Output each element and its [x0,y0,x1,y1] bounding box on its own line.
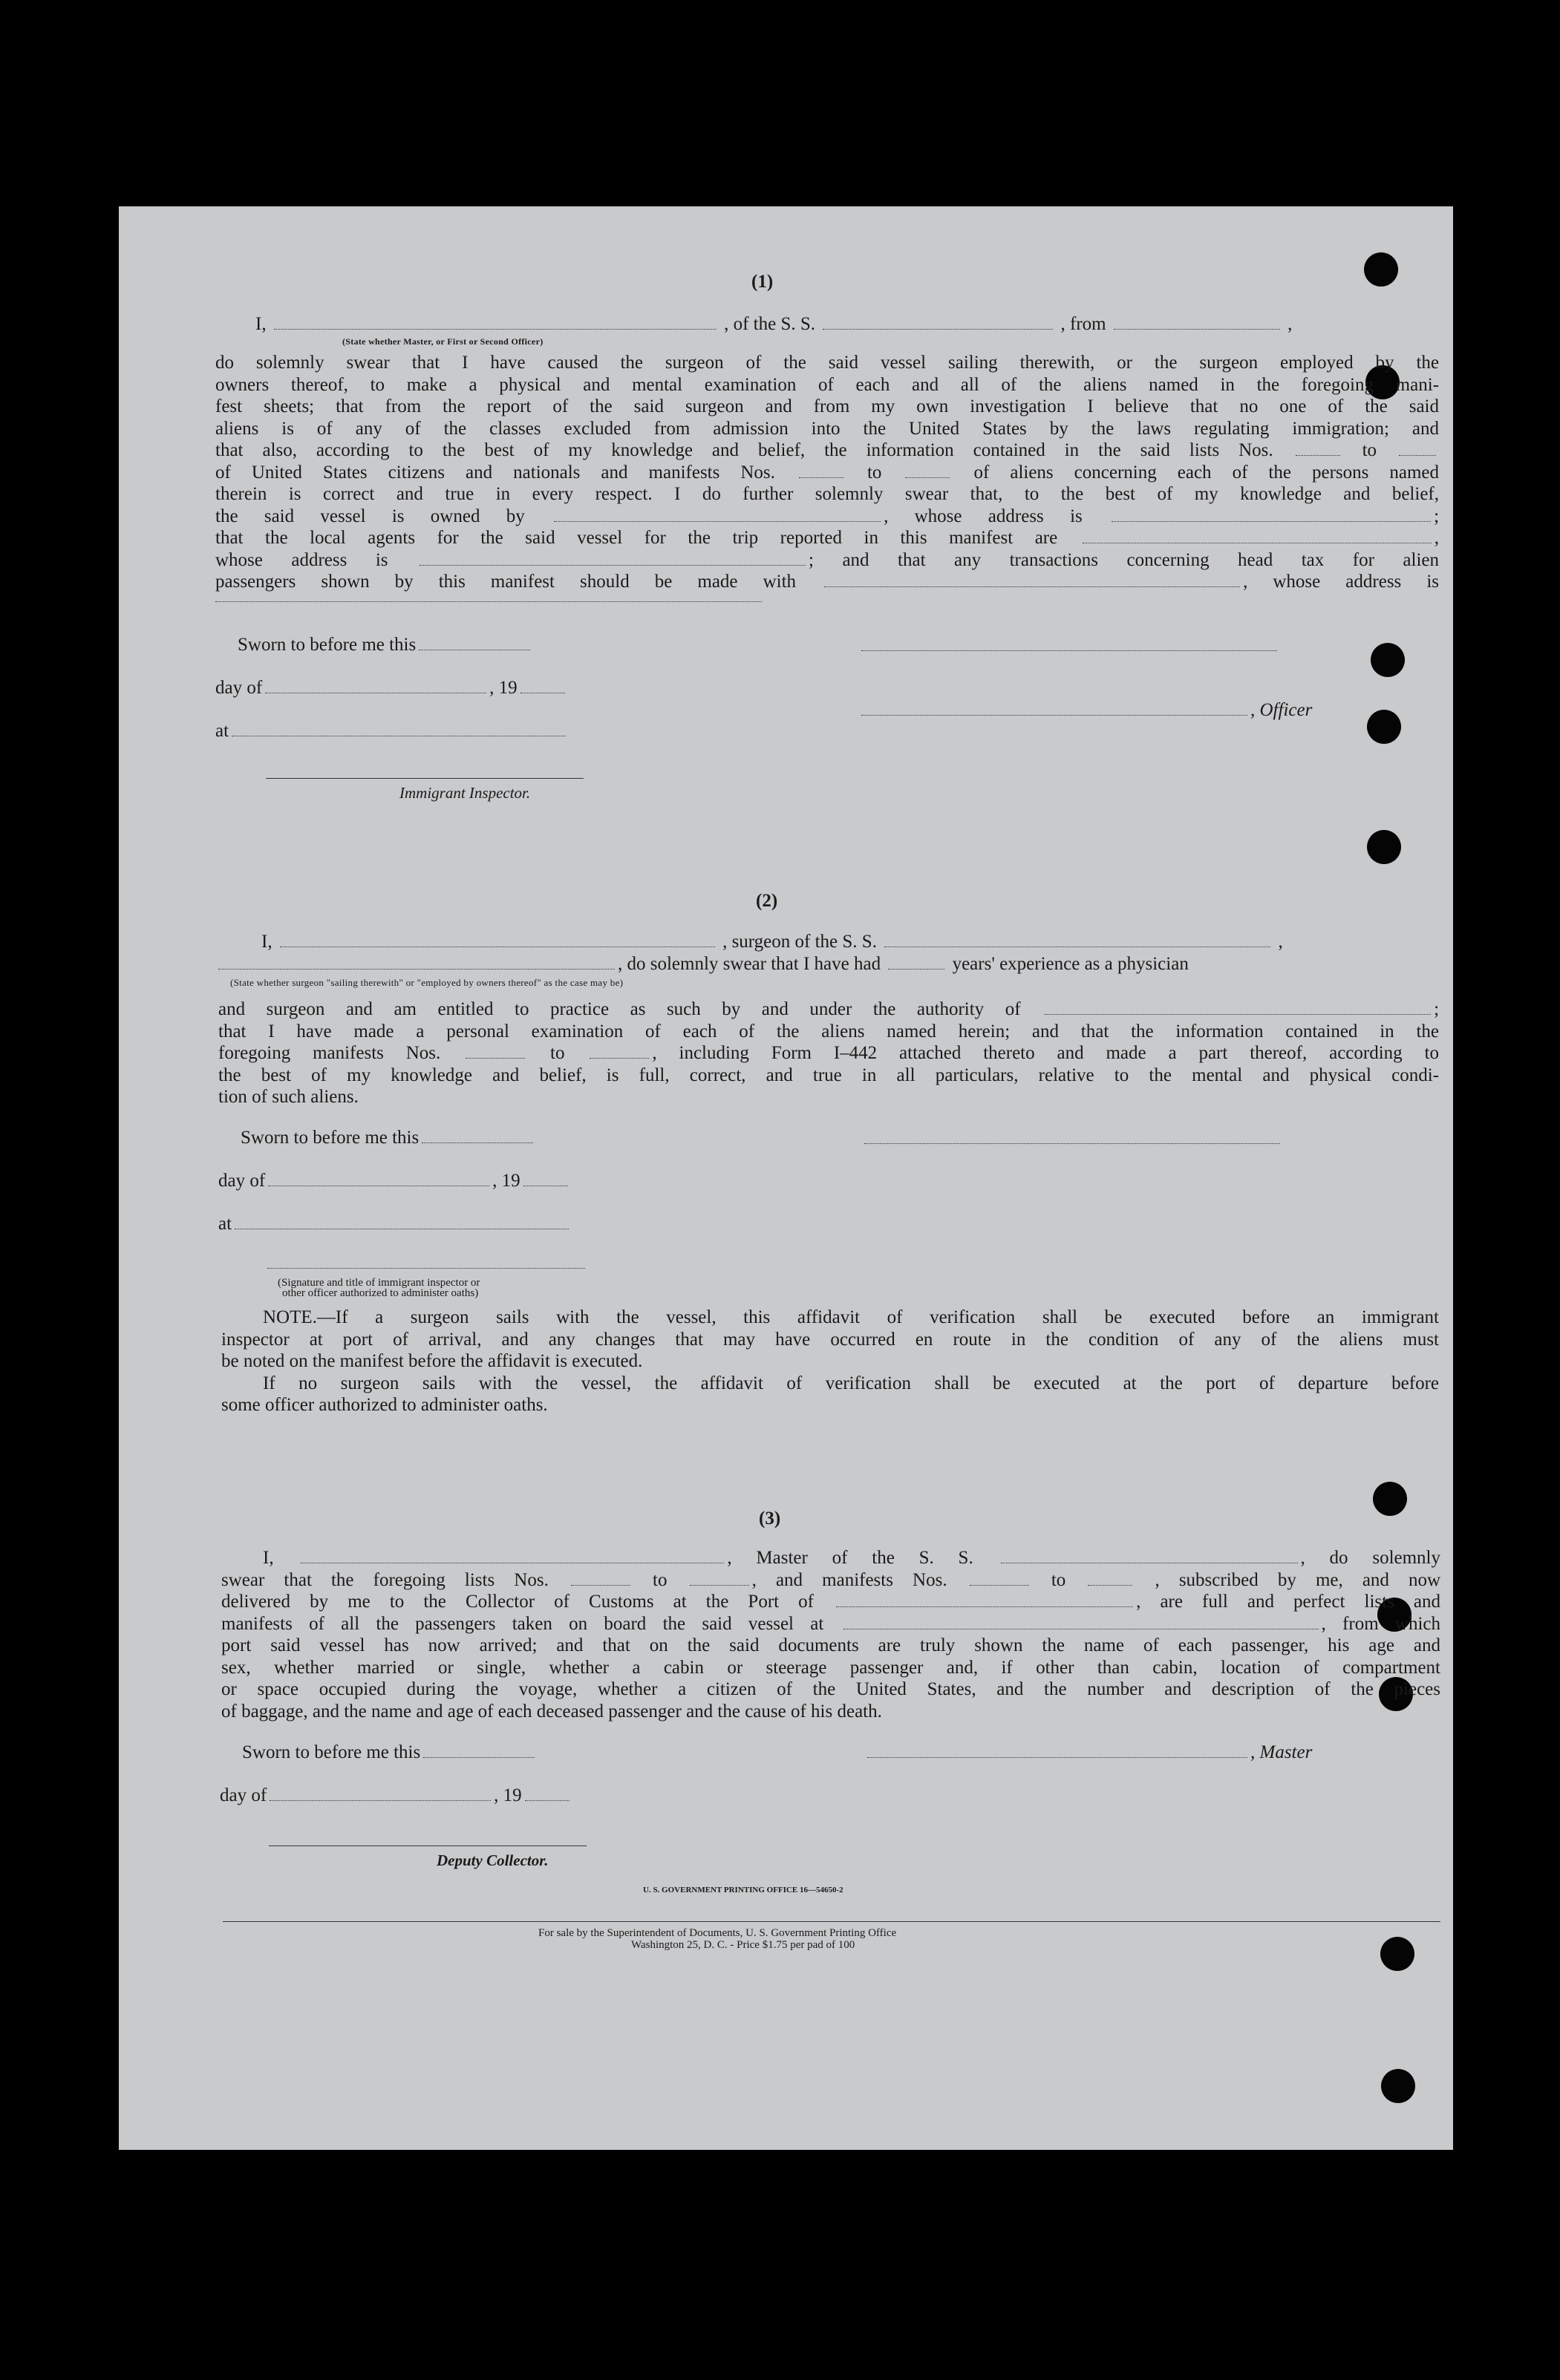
owner-field[interactable] [554,508,881,522]
inspector-signature-line[interactable] [266,778,584,779]
label-i: I, [255,314,267,334]
owner-address-field[interactable] [1112,508,1431,522]
note-line: some officer authorized to administer oaths. [221,1395,548,1415]
sworn-date-field-3[interactable] [423,1744,535,1758]
oath-line: that the local agents for the said vessel for the trip reported in this manifest are , [215,528,1440,548]
section-3-heading: (3) [759,1508,781,1529]
deputy-caption: Deputy Collector. [437,1851,549,1869]
oath-line: port said vessel has now arrived; and that on the said documents are truly shown the name of each passenger, his age and [221,1635,1440,1655]
rank-field-note: (State whether Master, or First or Second Officer) [342,336,544,347]
punch-hole [1381,2069,1415,2103]
punch-hole [1373,1482,1407,1516]
day-month-field[interactable] [265,679,486,693]
manifests-from-field-2[interactable] [466,1044,525,1059]
section-2-first-line: I, , surgeon of the S. S. , [261,932,1283,952]
oath-line: and surgeon and am entitled to practice as such by and under the authority of ; [218,999,1440,1019]
note-line: inspector at port of arrival, and any changes that may have occurred en route in the condition of any of the aliens must [221,1329,1439,1350]
sworn-date-field-2[interactable] [422,1129,533,1143]
surgeon-status-field[interactable] [218,955,615,970]
master-signature: , Master [867,1742,1312,1764]
oath-line: do solemnly swear that I have caused the surgeon of the said vessel sailing therewith, or the surgeon employed by the [215,353,1439,373]
sworn-line-3: Sworn to before me this [242,1742,538,1764]
officer-signature-field[interactable] [861,702,1247,716]
oath-line: of United States citizens and nationals and manifests Nos. to of aliens concerning each of the persons named [215,462,1440,483]
embarkation-port-field[interactable] [843,1615,1319,1629]
punch-hole [1371,643,1405,677]
section-2-oath-paragraph [218,998,1439,1108]
oath-line: owners thereof, to make a physical and mental examination of each and all of the aliens named in the foregoing mani- [215,374,1439,395]
note-line: NOTE.—If a surgeon sails with the vessel, this affidavit of verification shall be executed before an immigrant [263,1307,1439,1327]
note-line: If no surgeon sails with the vessel, the affidavit of verification shall be executed at the port of departure before [263,1373,1439,1393]
note-line: be noted on the manifest before the affidavit is executed. [221,1351,643,1371]
at-line-2: at [218,1213,572,1235]
vessel-name-field-3[interactable] [1001,1549,1298,1563]
oath-line: the said vessel is owned by , whose address is ; [215,506,1440,526]
years-experience-field[interactable] [888,955,944,970]
manifests-from-field-3[interactable] [970,1572,1029,1586]
sworn-line-2: Sworn to before me this [241,1127,536,1149]
manifests-to-field[interactable] [905,464,950,478]
year-field[interactable] [520,679,565,693]
from-port-field[interactable] [1114,316,1280,330]
oath-line: that also, according to the best of my knowledge and belief, the information contained in the said lists Nos. to [215,439,1439,462]
oath-line: fest sheets; that from the report of the said surgeon and from my own investigation I believe that no one of the said [215,396,1439,416]
place-field[interactable] [232,722,566,736]
day-line-1: day of , 19 [215,677,568,699]
manifests-to-field-3[interactable] [1088,1572,1132,1586]
day-line-3: day of , 19 [220,1785,572,1807]
sale-note-1: For sale by the Superintendent of Documents, U. S. Government Printing Office [538,1927,897,1939]
sale-note-2: Washington 25, D. C. - Price $1.75 per pad of 100 [631,1939,855,1951]
vessel-name-field-2[interactable] [884,933,1270,947]
year-field-3[interactable] [525,1787,570,1801]
footer-rule [223,1921,1440,1922]
punch-hole [1367,830,1401,864]
section-1-oath-paragraph [215,352,1439,593]
day-month-field-3[interactable] [270,1787,491,1801]
agents-address-field[interactable] [420,552,806,566]
at-line-1: at [215,720,569,742]
sworn-line-1: Sworn to before me this [238,634,533,656]
oath-line: whose address is ; and that any transactions concerning head tax for alien [215,549,1439,570]
section-1-first-line [255,313,1292,336]
oath-line: aliens is of any of the classes excluded from admission into the United States by the laws regulating immigration; and [215,418,1439,439]
oath-line: tion of such aliens. [218,1087,359,1107]
oath-line: the best of my knowledge and belief, is full, correct, and true in all particulars, relative to the mental and physical condi- [218,1065,1439,1085]
section-3-oath-paragraph [221,1547,1440,1722]
gpo-imprint: U. S. GOVERNMENT PRINTING OFFICE 16—54650-2 [643,1886,843,1894]
master-name-field[interactable] [301,1549,724,1563]
sworn-date-field[interactable] [419,636,530,650]
signature-caption-1: (Signature and title of immigrant inspector or [278,1277,480,1289]
oath-line: I, , Master of the S. S. , do solemnly [263,1548,1440,1568]
signature-caption-2: other officer authorized to administer oaths) [282,1287,479,1299]
day-month-field-2[interactable] [268,1172,489,1186]
punch-hole [1364,252,1398,287]
oath-line: foregoing manifests Nos. to , including Form I–442 attached thereto and made a part thereof, according to [218,1043,1439,1063]
punch-hole [1367,710,1401,744]
surgeon-name-field[interactable] [280,933,715,947]
section-2-note [221,1307,1439,1416]
manifests-to-field-2[interactable] [590,1044,649,1059]
oath-line: passengers shown by this manifest should be made with , whose address is [215,572,1439,592]
place-field-2[interactable] [235,1215,569,1229]
punctuation: , [1288,314,1293,334]
signature-line[interactable] [861,650,1277,651]
inspector-signature-line-2[interactable] [267,1268,585,1269]
lists-to-field-3[interactable] [690,1572,749,1586]
surgeon-signature-line[interactable] [864,1143,1280,1144]
oath-line: that I have made a personal examination of each of the aliens named herein; and that the information contained in the [218,1021,1439,1042]
oath-line: therein is correct and true in every respect. I do further solemnly swear that, to the best of my knowledge and belief, [215,484,1439,504]
agents-field[interactable] [1083,529,1432,543]
inspector-caption: Immigrant Inspector. [399,784,531,802]
vessel-name-field[interactable] [823,316,1053,330]
day-line-2: day of , 19 [218,1170,571,1192]
section-1-heading: (1) [751,272,774,292]
lists-from-field[interactable] [1296,442,1340,456]
form-page [119,206,1453,2150]
oath-line: or space occupied during the voyage, whether a citizen of the United States, and the number and description of the pieces [221,1679,1440,1699]
surgeon-status-note: (State whether surgeon "sailing therewith" or "employed by owners thereof" as the case may be) [230,977,624,988]
lists-to-field[interactable] [1399,442,1436,456]
master-signature-field[interactable] [867,1744,1247,1758]
label-from: , from [1060,314,1106,334]
section-2-heading: (2) [756,891,778,911]
punch-hole [1380,1937,1414,1971]
oath-line: swear that the foregoing lists Nos. to , and manifests Nos. to , subscribed by me, and now [221,1569,1441,1590]
lists-from-field-3[interactable] [571,1572,630,1586]
port-of-delivery-field[interactable] [836,1593,1133,1607]
oath-line: manifests of all the passengers taken on board the said vessel at , from which [221,1613,1440,1634]
rank-field[interactable] [274,316,717,330]
authority-field[interactable] [1045,1001,1431,1015]
oath-line: of baggage, and the name and age of each deceased passenger and the cause of his death. [221,1701,882,1722]
manifests-from-field[interactable] [799,464,843,478]
address-continuation-line[interactable] [215,601,762,602]
year-field-2[interactable] [523,1172,568,1186]
oath-line: sex, whether married or single, whether a cabin or steerage passenger and, if other than cabin, location of compartment [221,1657,1440,1678]
oath-line: delivered by me to the Collector of Customs at the Port of , are full and perfect lists and [221,1592,1441,1612]
section-2-second-line: , do solemnly swear that I have had years' experience as a physician [218,953,1189,975]
head-tax-contact-field[interactable] [824,573,1240,587]
label-of-ss: , of the S. S. [724,314,816,334]
officer-signature: , Officer [861,699,1312,722]
